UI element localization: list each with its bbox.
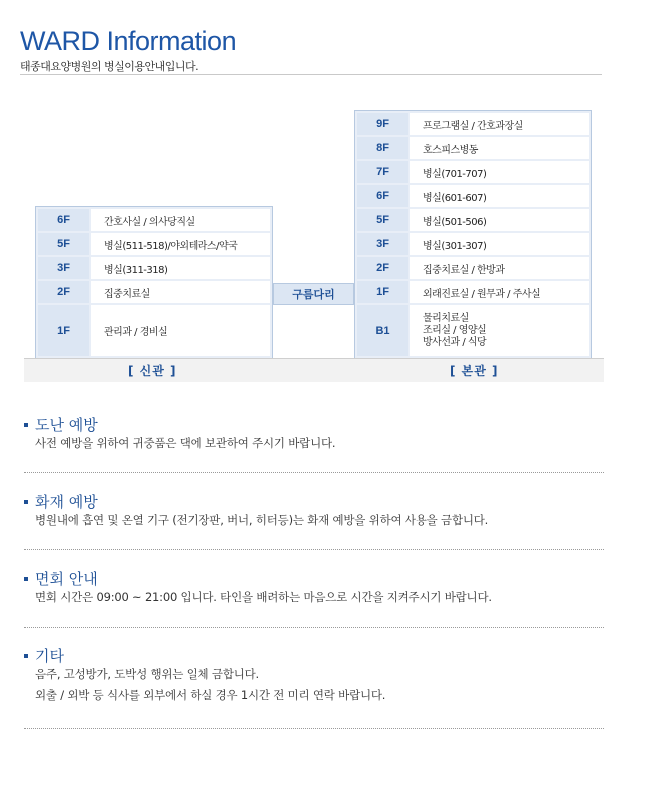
bridge-label: 구름다리 (273, 283, 354, 305)
header-divider (20, 74, 602, 75)
floor-number: B1 (357, 305, 408, 356)
notice-body (35, 587, 604, 608)
notice-title: 기타 (35, 646, 64, 665)
bullet-icon (24, 500, 28, 504)
floor-row (357, 136, 589, 160)
floor-row (38, 232, 270, 256)
notice-heading (24, 646, 604, 664)
page-title (20, 26, 236, 56)
floor-row (357, 160, 589, 184)
floor-number: 1F (38, 305, 89, 356)
floor-description: 병실(301-307) (410, 233, 589, 255)
page-header (20, 26, 236, 74)
floor-row (357, 184, 589, 208)
floor-description-line: 물리치료실 (423, 312, 469, 324)
floor-number: 9F (357, 113, 408, 135)
dotted-divider (24, 472, 604, 473)
notice-body (35, 664, 604, 706)
floor-description-line: 방사선과 / 식당 (423, 336, 487, 348)
floor-description: 병실(511-518)/야외테라스/약국 (91, 233, 270, 255)
dotted-divider (24, 549, 604, 550)
notice-theft-prevention (24, 415, 604, 454)
floor-description: 프로그램실 / 간호과장실 (410, 113, 589, 135)
floor-description-line: 조리실 / 영양실 (423, 324, 487, 336)
bullet-icon (24, 654, 28, 658)
notice-heading (24, 569, 604, 587)
floor-number: 8F (357, 137, 408, 159)
floor-number: 6F (38, 209, 89, 231)
notice-line: 사전 예방을 위하여 귀중품은 댁에 보관하여 주시기 바랍니다. (35, 436, 336, 450)
floor-description: 병실(701-707) (410, 161, 589, 183)
floor-description (410, 305, 589, 356)
notice-line: 외출 / 외박 등 식사를 외부에서 하실 경우 1시간 전 미리 연락 바랍니다. (35, 688, 386, 702)
floor-description: 외래진료실 / 원무과 / 주사실 (410, 281, 589, 303)
floor-row (357, 256, 589, 280)
floor-row (357, 112, 589, 136)
main-building-label: [ 본관 ] (450, 364, 499, 378)
floor-number: 7F (357, 161, 408, 183)
floor-description: 호스피스병동 (410, 137, 589, 159)
floor-description: 병실(601-607) (410, 185, 589, 207)
dotted-divider (24, 627, 604, 628)
notice-other (24, 646, 604, 706)
title-ward: WARD (20, 26, 100, 56)
building-label-strip (24, 359, 604, 382)
notice-title: 면회 안내 (35, 569, 98, 588)
notice-heading (24, 492, 604, 510)
title-information: Information (106, 26, 237, 56)
floor-number: 3F (38, 257, 89, 279)
dotted-divider (24, 728, 604, 729)
floor-number: 6F (357, 185, 408, 207)
floor-row (38, 280, 270, 304)
notice-line: 음주, 고성방가, 도박성 행위는 일체 금합니다. (35, 667, 260, 681)
floor-row (357, 232, 589, 256)
notice-body (35, 433, 604, 454)
floor-row (357, 304, 589, 357)
floor-number: 2F (38, 281, 89, 303)
floor-description: 병실(501-506) (410, 209, 589, 231)
notice-fire-prevention (24, 492, 604, 531)
notice-title: 화재 예방 (35, 492, 98, 511)
new-building-label: [ 신관 ] (128, 364, 177, 378)
notice-title: 도난 예방 (35, 415, 98, 434)
bullet-icon (24, 577, 28, 581)
notice-body (35, 510, 604, 531)
floor-description: 병실(311-318) (91, 257, 270, 279)
notice-heading (24, 415, 604, 433)
floor-number: 2F (357, 257, 408, 279)
floor-description: 집중치료실 / 한방과 (410, 257, 589, 279)
floor-row (357, 208, 589, 232)
new-building-floor-table (35, 206, 273, 359)
floor-row (38, 304, 270, 357)
floor-number: 5F (38, 233, 89, 255)
floor-row (38, 256, 270, 280)
main-building-floor-table (354, 110, 592, 359)
notice-line: 병원내에 흡연 및 온열 기구 (전기장판, 버너, 히터등)는 화재 예방을 위하여 사용을 금합니다. (35, 513, 489, 527)
page-subtitle: 태종대요양병원의 병실이용안내입니다. (20, 60, 199, 73)
floor-row (38, 208, 270, 232)
floor-number: 1F (357, 281, 408, 303)
floor-description: 간호사실 / 의사당직실 (91, 209, 270, 231)
bullet-icon (24, 423, 28, 427)
floor-row (357, 280, 589, 304)
floor-description: 관리과 / 경비실 (91, 305, 270, 356)
notice-line: 면회 시간은 09:00 ~ 21:00 입니다. 타인을 배려하는 마음으로 시간을 지켜주시기 바랍니다. (35, 590, 492, 604)
floor-number: 5F (357, 209, 408, 231)
notice-visiting-hours (24, 569, 604, 608)
floor-description: 집중치료실 (91, 281, 270, 303)
floor-number: 3F (357, 233, 408, 255)
